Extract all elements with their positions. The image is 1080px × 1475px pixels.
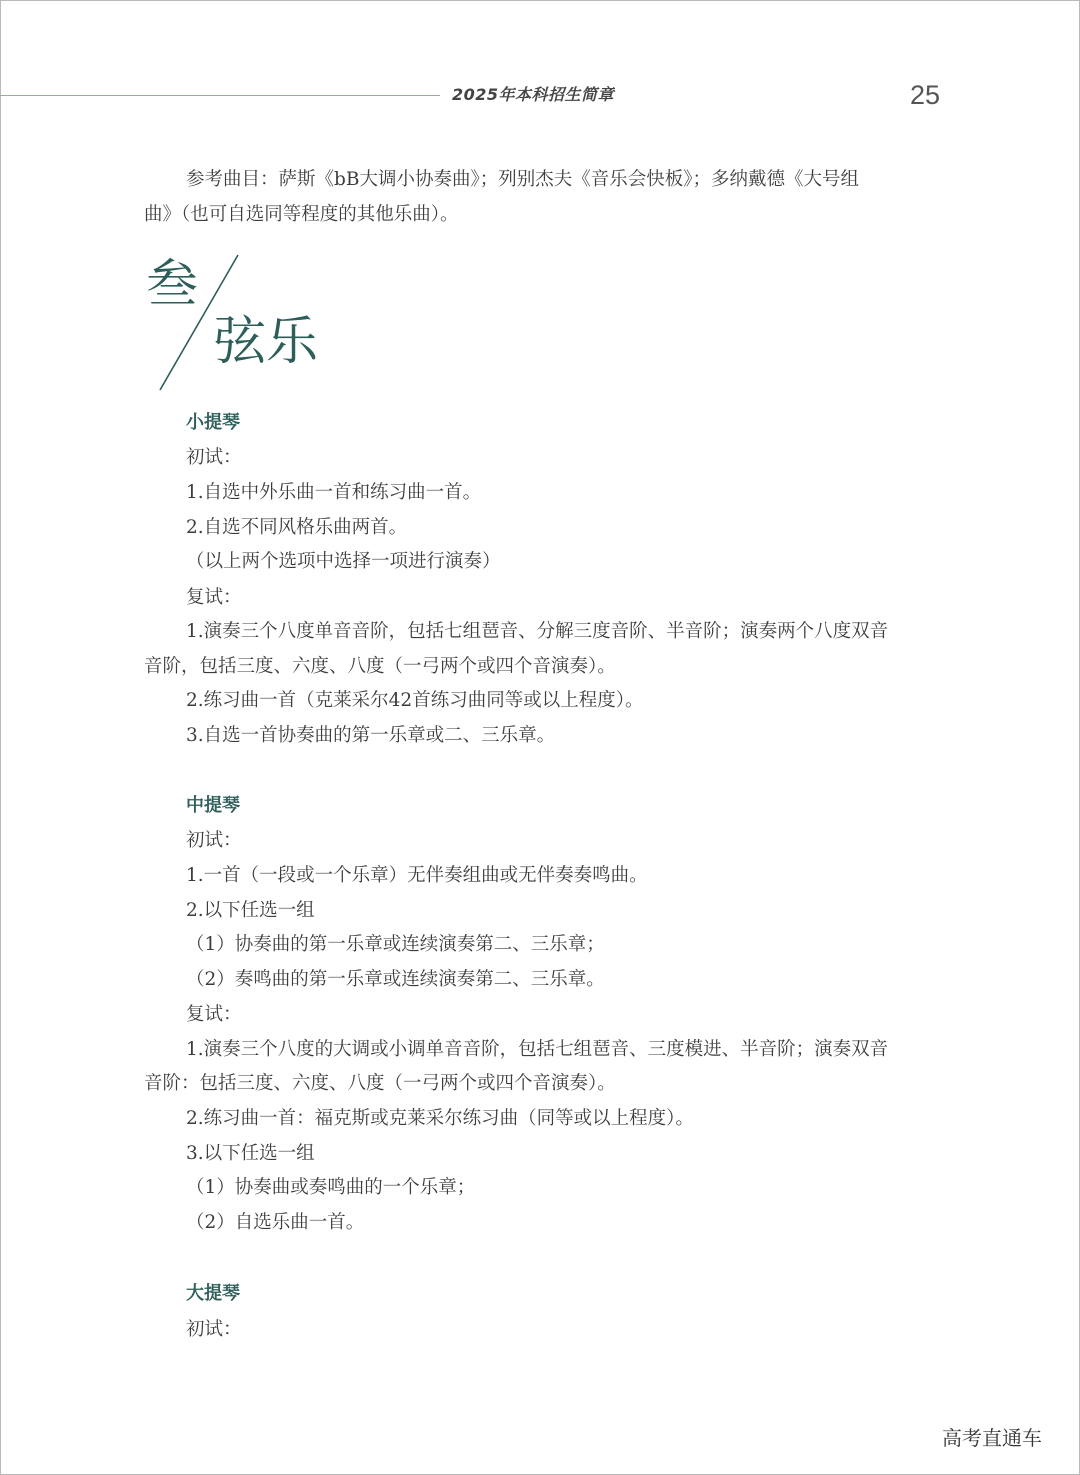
- viola-final-option: （2）自选乐曲一首。: [186, 1212, 365, 1233]
- viola-prelim-option: （1）协奏曲的第一乐章或连续演奏第二、三乐章；: [186, 934, 605, 955]
- violin-heading: 小提琴: [186, 412, 240, 433]
- viola-heading: 中提琴: [186, 795, 240, 816]
- viola-prelim-option: （2）奏鸣曲的第一乐章或连续演奏第二、三乐章。: [186, 969, 605, 990]
- violin-final-item-2: 2.练习曲一首（克莱采尔42首练习曲同等或以上程度）。: [186, 690, 644, 711]
- header-title: 2025年本科招生简章: [452, 85, 615, 104]
- viola-final-label: 复试：: [186, 1004, 242, 1025]
- section-title: 弦乐: [214, 312, 319, 372]
- violin-prelim-label: 初试：: [186, 447, 242, 468]
- violin-prelim-item: 1.自选中外乐曲一首和练习曲一首。: [186, 482, 482, 503]
- viola-final-item-2: 2.练习曲一首：福克斯或克莱采尔练习曲（同等或以上程度）。: [186, 1108, 694, 1129]
- page-number: 25: [910, 80, 941, 110]
- viola-prelim-item: 1.一首（一段或一个乐章）无伴奏组曲或无伴奏奏鸣曲。: [186, 865, 648, 886]
- intro-line-1: 参考曲目：萨斯《bB大调小协奏曲》；列别杰夫《音乐会快板》；多纳戴德《大号组: [186, 169, 859, 190]
- viola-final-item-3: 3.以下任选一组: [186, 1143, 315, 1164]
- violin-final-item-3: 3.自选一首协奏曲的第一乐章或二、三乐章。: [186, 725, 556, 746]
- cello-heading: 大提琴: [186, 1283, 240, 1304]
- section-number: 叁: [146, 255, 199, 315]
- viola-final-item-1b: 音阶：包括三度、六度、八度（一弓两个或四个音演奏）。: [144, 1073, 616, 1094]
- violin-final-item-1a: 1.演奏三个八度单音音阶，包括七组琶音、分解三度音阶、半音阶；演奏两个八度双音: [186, 621, 889, 642]
- cello-prelim-label: 初试：: [186, 1319, 242, 1340]
- violin-prelim-item: 2.自选不同风格乐曲两首。: [186, 517, 408, 538]
- watermark-label: 高考直通车: [942, 1426, 1042, 1450]
- viola-final-option: （1）协奏曲或奏鸣曲的一个乐章；: [186, 1177, 476, 1198]
- viola-final-item-1a: 1.演奏三个八度的大调或小调单音音阶，包括七组琶音、三度模进、半音阶；演奏双音: [186, 1039, 889, 1060]
- intro-line-2: 曲》（也可自选同等程度的其他乐曲）。: [144, 204, 459, 225]
- violin-prelim-note: （以上两个选项中选择一项进行演奏）: [186, 551, 501, 572]
- violin-final-label: 复试：: [186, 587, 242, 608]
- viola-prelim-item: 2.以下任选一组: [186, 900, 315, 921]
- violin-final-item-1b: 音阶，包括三度、六度、八度（一弓两个或四个音演奏）。: [144, 656, 616, 677]
- viola-prelim-label: 初试：: [186, 830, 242, 851]
